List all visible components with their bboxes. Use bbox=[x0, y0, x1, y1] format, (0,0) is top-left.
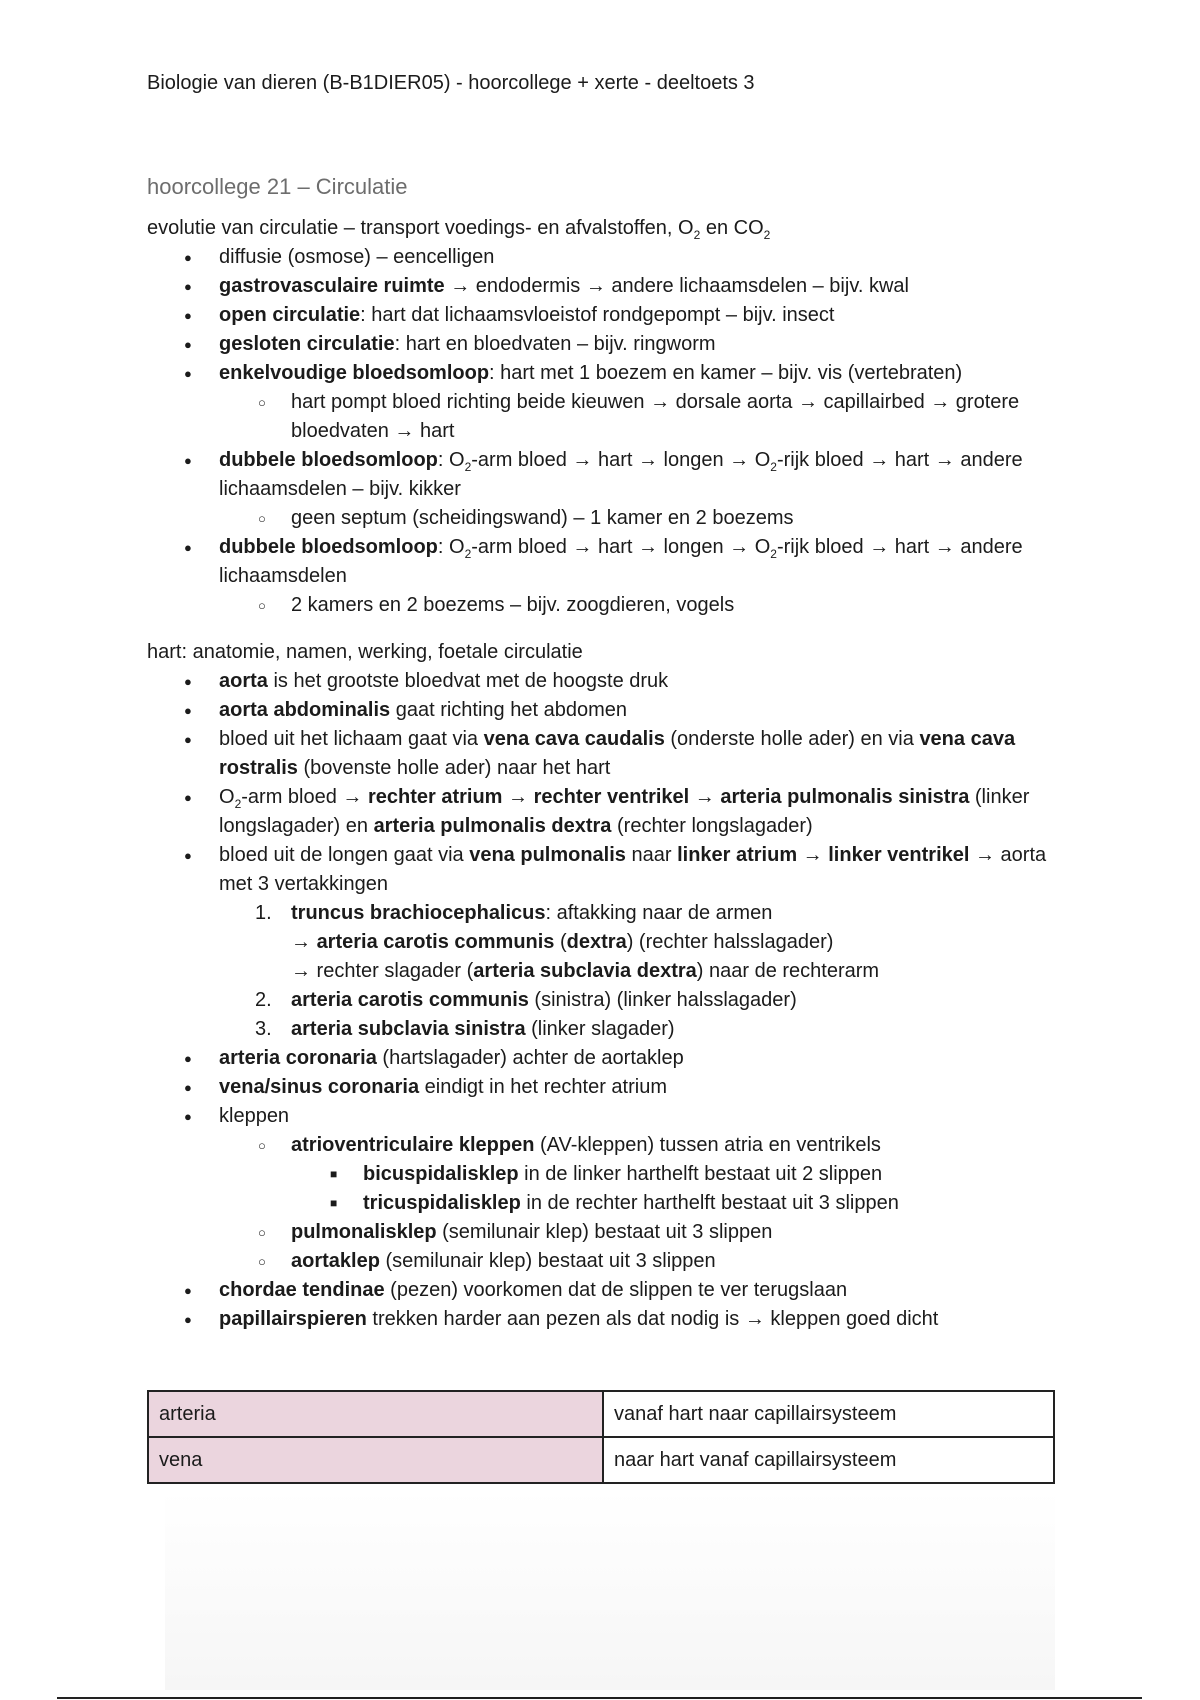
sub-sub-list-item: ■ tricuspidalisklep in de rechter harthelft bestaat uit 3 slippen bbox=[363, 1189, 1067, 1218]
list-item: ● open circulatie: hart dat lichaamsvloeistof rondgepompt – bijv. insect bbox=[219, 301, 1067, 330]
list-item: ● gesloten circulatie: hart en bloedvaten – bijv. ringworm bbox=[219, 330, 1067, 359]
page-bottom-rule bbox=[57, 1697, 1142, 1699]
definition-table bbox=[147, 1390, 1055, 1484]
list-item: ● vena/sinus coronaria eindigt in het rechter atrium bbox=[219, 1073, 1067, 1102]
sub-list-item: ○ geen septum (scheidingswand) – 1 kamer en 2 boezems bbox=[291, 504, 1067, 533]
table-cell-desc: naar hart vanaf capillairsysteem bbox=[603, 1437, 1054, 1483]
sub-list-item: ○ pulmonalisklep (semilunair klep) bestaat uit 3 slippen bbox=[291, 1218, 1067, 1247]
evolution-intro: evolutie van circulatie – transport voedings- en afvalstoffen, $O_2$ en $CO_2$ bbox=[147, 217, 771, 242]
list-item: ● dubbele bloedsomloop: $O_2$-arm bloed → hart → longen → $O_2$-rijk bloed → hart → andere lichaamsdelen – bijv. kikker ○ geen septum (scheidingswand) – 1 kamer en 2 boezems bbox=[219, 446, 1067, 533]
document-title: Biologie van dieren (B-B1DIER05) - hoorcollege + xerte - deeltoets 3 bbox=[147, 72, 755, 94]
list-item: ● enkelvoudige bloedsomloop: hart met 1 boezem en kamer – bijv. vis (vertebraten) ○ hart pompt bloed richting beide kieuwen → dorsale aorta → capillairbed → grotere bloedvaten → hart bbox=[219, 359, 1067, 446]
branch-list bbox=[219, 899, 1067, 1044]
sub-list bbox=[219, 591, 1067, 620]
list-item: ● kleppen ○ atrioventriculaire kleppen (AV-kleppen) tussen atria en ventrikels ■ bicuspidalisklep in de linker harthelft bestaat uit 2 slippen ■ tricuspidalisklep in de rechter harthelft bestaat uit 3 slippen ○ pulmonalisklep (semilunair klep) bestaat uit 3 slippen ○ aortaklep (semilunair klep) bestaat uit 3 slippen bbox=[219, 1102, 1067, 1276]
list-item: ● papillairspieren trekken harder aan pezen als dat nodig is → kleppen goed dicht bbox=[219, 1305, 1067, 1334]
table-cell-term: arteria bbox=[148, 1391, 603, 1437]
sub-sub-list bbox=[291, 1160, 1067, 1218]
list-item: ● bloed uit het lichaam gaat via vena cava caudalis (onderste holle ader) en via vena cava rostralis (bovenste holle ader) naar het hart bbox=[219, 725, 1067, 783]
sub-list bbox=[219, 1131, 1067, 1276]
heart-list bbox=[147, 667, 1067, 1334]
table-cell-desc: vanaf hart naar capillairsysteem bbox=[603, 1391, 1054, 1437]
heart-intro: hart: anatomie, namen, werking, foetale circulatie bbox=[147, 641, 583, 663]
list-item: ● diffusie (osmose) – eencelligen bbox=[219, 243, 1067, 272]
faded-area bbox=[165, 1490, 1055, 1690]
sub-list bbox=[219, 388, 1067, 446]
sub-list-item: ○ aortaklep (semilunair klep) bestaat uit 3 slippen bbox=[291, 1247, 1067, 1276]
list-item: ● aorta abdominalis gaat richting het abdomen bbox=[219, 696, 1067, 725]
list-item: ● aorta is het grootste bloedvat met de hoogste druk bbox=[219, 667, 1067, 696]
numbered-item: 2. arteria carotis communis (sinistra) (linker halsslagader) bbox=[255, 989, 797, 1011]
list-item: ● $O_2$-arm bloed → rechter atrium → rechter ventrikel → arteria pulmonalis sinistra (linker longslagader) en arteria pulmonalis dextra (rechter longslagader) bbox=[219, 783, 1067, 841]
sub-list-item: ○ 2 kamers en 2 boezems – bijv. zoogdieren, vogels bbox=[291, 591, 1067, 620]
sub-sub-list-item: ■ bicuspidalisklep in de linker harthelft bestaat uit 2 slippen bbox=[363, 1160, 1067, 1189]
notes-body bbox=[147, 214, 1067, 1334]
list-item: ● gastrovasculaire ruimte → endodermis → andere lichaamsdelen – bijv. kwal bbox=[219, 272, 1067, 301]
list-item: ● bloed uit de longen gaat via vena pulmonalis naar linker atrium → linker ventrikel → aorta met 3 vertakkingen 1. truncus brachiocephalicus: aftakking naar de armen → arteria carotis communis (dextra) (rechter halsslagader) → rechter slagader (arteria subclavia dextra) naar de rechterarm 2. arteria carotis communis (sinistra) (linker halsslagader) 3. arteria subclavia sinistra (linker slagader) bbox=[219, 841, 1067, 1044]
list-item: ● arteria coronaria (hartslagader) achter de aortaklep bbox=[219, 1044, 1067, 1073]
sub-list bbox=[219, 504, 1067, 533]
section-heading: hoorcollege 21 – Circulatie bbox=[147, 174, 408, 199]
sub-list-item: ○ atrioventriculaire kleppen (AV-kleppen) tussen atria en ventrikels ■ bicuspidalisklep in de linker harthelft bestaat uit 2 slippen ■ tricuspidalisklep in de rechter harthelft bestaat uit 3 slippen bbox=[291, 1131, 1067, 1218]
numbered-item: 3. arteria subclavia sinistra (linker slagader) bbox=[255, 1018, 675, 1040]
list-item: ● chordae tendinae (pezen) voorkomen dat de slippen te ver terugslaan bbox=[219, 1276, 1067, 1305]
list-item: ● dubbele bloedsomloop: $O_2$-arm bloed → hart → longen → $O_2$-rijk bloed → hart → andere lichaamsdelen ○ 2 kamers en 2 boezems – bijv. zoogdieren, vogels bbox=[219, 533, 1067, 620]
table-row bbox=[148, 1391, 1054, 1437]
numbered-item: 1. truncus brachiocephalicus: aftakking naar de armen → arteria carotis communis (dextra) (rechter halsslagader) → rechter slagader (arteria subclavia dextra) naar de rechterarm bbox=[255, 902, 880, 982]
table-row bbox=[148, 1437, 1054, 1483]
evolution-list bbox=[147, 243, 1067, 620]
table-cell-term: vena bbox=[148, 1437, 603, 1483]
sub-list-item: ○ hart pompt bloed richting beide kieuwen → dorsale aorta → capillairbed → grotere bloedvaten → hart bbox=[291, 388, 1067, 446]
